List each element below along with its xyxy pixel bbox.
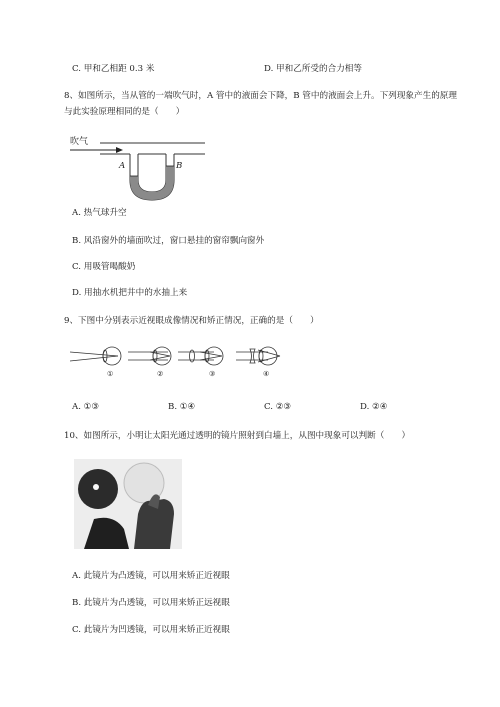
eye-label-1: ① xyxy=(107,370,114,378)
q10-option-c: C. 此镜片为凹透镜，可以用来矫正近视眼 xyxy=(72,625,230,635)
q10-option-a: A. 此镜片为凸透镜，可以用来矫正近视眼 xyxy=(72,571,230,581)
tube-a-label: A xyxy=(119,161,126,171)
q9-option-b: B. ①④ xyxy=(168,402,196,412)
eye-label-2: ② xyxy=(157,370,164,378)
q8-option-a: A. 热气球升空 xyxy=(72,208,127,218)
tube-b-label: B xyxy=(176,161,183,171)
eye-label-4: ④ xyxy=(263,370,270,378)
lens-photo-drawing xyxy=(74,459,182,549)
q8-stem-line2: 与此实验原理相同的是（ ） xyxy=(64,107,185,117)
q7-option-c: C. 甲和乙相距 0.3 米 xyxy=(72,64,155,74)
blow-label: 吹气 xyxy=(70,137,89,147)
q9-stem: 9、下图中分别表示近视眼成像情况和矫正情况，正确的是（ ） xyxy=(64,316,319,326)
q8-option-c: C. 用吸管喝酸奶 xyxy=(72,262,136,272)
q10-option-b: B. 此镜片为凸透镜，可以用来矫正远视眼 xyxy=(72,598,230,608)
q9-option-c: C. ②③ xyxy=(264,402,292,412)
eye-label-3: ③ xyxy=(209,370,216,378)
q9-option-d: D. ②④ xyxy=(360,402,388,412)
q7-option-d: D. 甲和乙所受的合力相等 xyxy=(264,64,362,74)
q8-option-b: B. 风沿窗外的墙面吹过，窗口悬挂的窗帘飘向窗外 xyxy=(72,236,265,246)
q8-stem-line1: 8、如图所示，当从管的一端吹气时，A 管中的液面会下降，B 管中的液面会上升。下列现象产生的原理 xyxy=(64,91,457,101)
q10-lens-photo xyxy=(74,459,182,549)
q8-option-d: D. 用抽水机把井中的水抽上来 xyxy=(72,288,188,298)
q9-option-a: A. ①③ xyxy=(72,402,100,412)
q10-stem: 10、如图所示，小明让太阳光通过透明的镜片照射到白墙上，从图中现象可以判断（ ） xyxy=(64,431,411,441)
